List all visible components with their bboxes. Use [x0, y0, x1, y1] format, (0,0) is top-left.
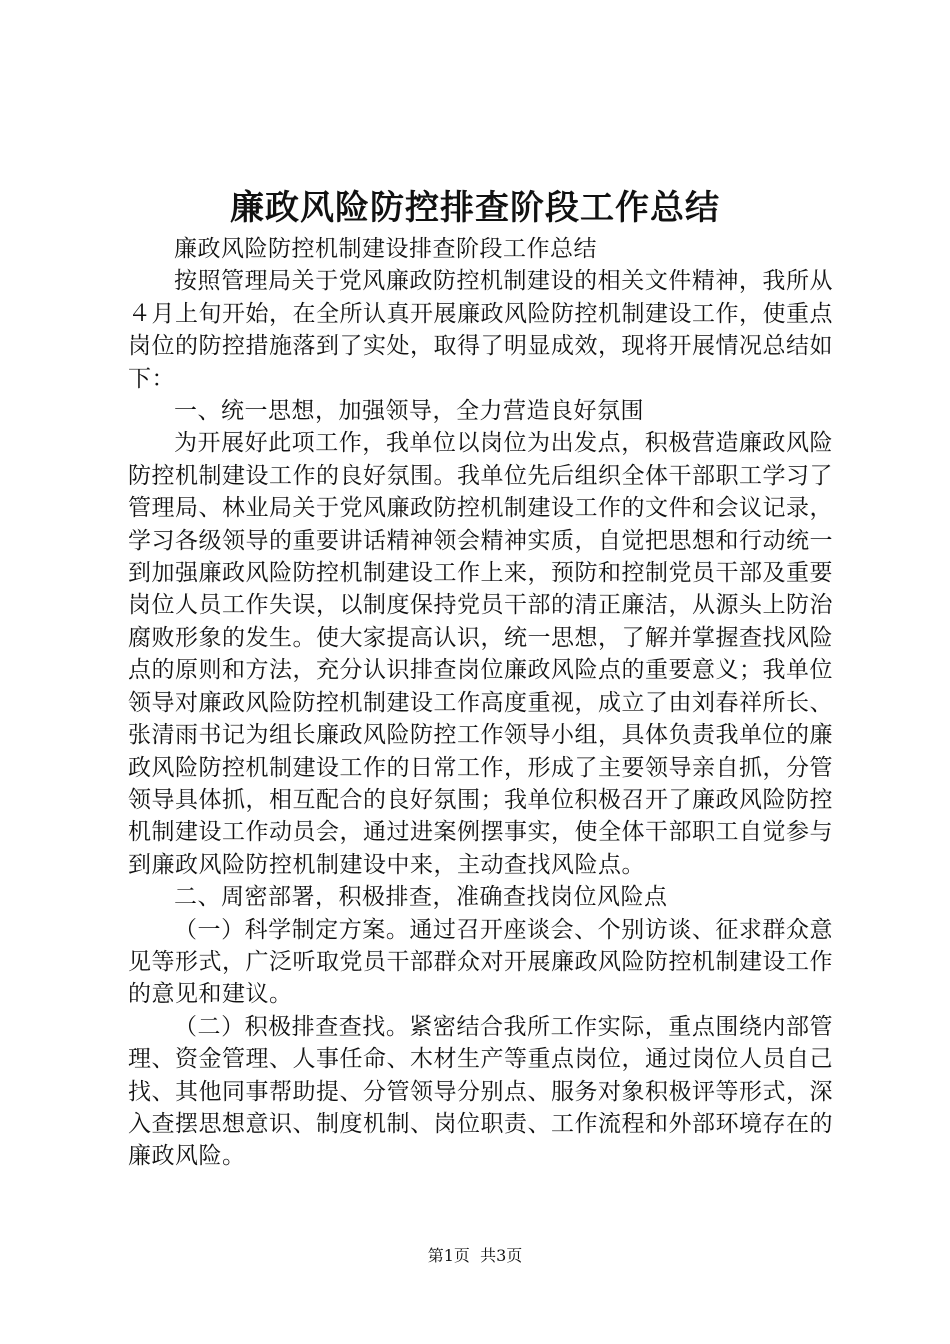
intro-paragraph: 按照管理局关于党风廉政防控机制建设的相关文件精神，我所从４月上旬开始，在全所认真开展廉政风险防控机制建设工作，使重点岗位的防控措施落到了实处，取得了明显成效，现将开展情况总结如下： — [128, 268, 833, 392]
section-heading-2: 二、周密部署，积极排查，准确查找岗位风险点 — [174, 884, 668, 911]
document-title: 廉政风险防控排查阶段工作总结 — [230, 188, 720, 228]
total-pages: 共3页 — [480, 1246, 523, 1265]
page-footer — [0, 1243, 950, 1266]
section-heading-1: 一、统一思想，加强领导，全力营造良好氛围 — [174, 398, 644, 425]
document-body — [128, 233, 833, 1173]
subtitle-paragraph: 廉政风险防控机制建设排查阶段工作总结 — [174, 236, 597, 262]
page-number: 第1页 — [427, 1246, 470, 1265]
section-1-paragraph: 为开展好此项工作，我单位以岗位为出发点，积极营造廉政风险防控机制建设工作的良好氛围。我单位先后组织全体干部职工学习了管理局、林业局关于党风廉政防控机制建设工作的文件和会议记录，学习各级领导的重要讲话精神领会精神实质，自觉把思想和行动统一到加强廉政风险防控机制建设工作上来，预防和控制党员干部及重要岗位人员工作失误，以制度保持党员干部的清正廉洁，从源头上防治腐败形象的发生。使大家提高认识，统一思想，了解并掌握查找风险点的原则和方法，充分认识排查岗位廉政风险点的重要意义；我单位领导对廉政风险防控机制建设工作高度重视，成立了由刘春祥所长、张清雨书记为组长廉政风险防控工作领导小组，具体负责我单位的廉政风险防控机制建设工作的日常工作，形成了主要领导亲自抓，分管领导具体抓，相互配合的良好氛围；我单位积极召开了廉政风险防控机制建设工作动员会，通过进案例摆事实，使全体干部职工自觉参与到廉政风险防控机制建设中来，主动查找风险点。 — [128, 430, 833, 878]
section-2-item-2: （二）积极排查查找。紧密结合我所工作实际，重点围绕内部管理、资金管理、人事任命、木材生产等重点岗位，通过岗位人员自己找、其他同事帮助提、分管领导分别点、服务对象积极评等形式，深入查摆思想意识、制度机制、岗位职责、工作流程和外部环境存在的廉政风险。 — [128, 1013, 833, 1170]
section-2-item-1: （一）科学制定方案。通过召开座谈会、个别访谈、征求群众意见等形式，广泛听取党员干部群众对开展廉政风险防控机制建设工作的意见和建议。 — [128, 916, 833, 1008]
